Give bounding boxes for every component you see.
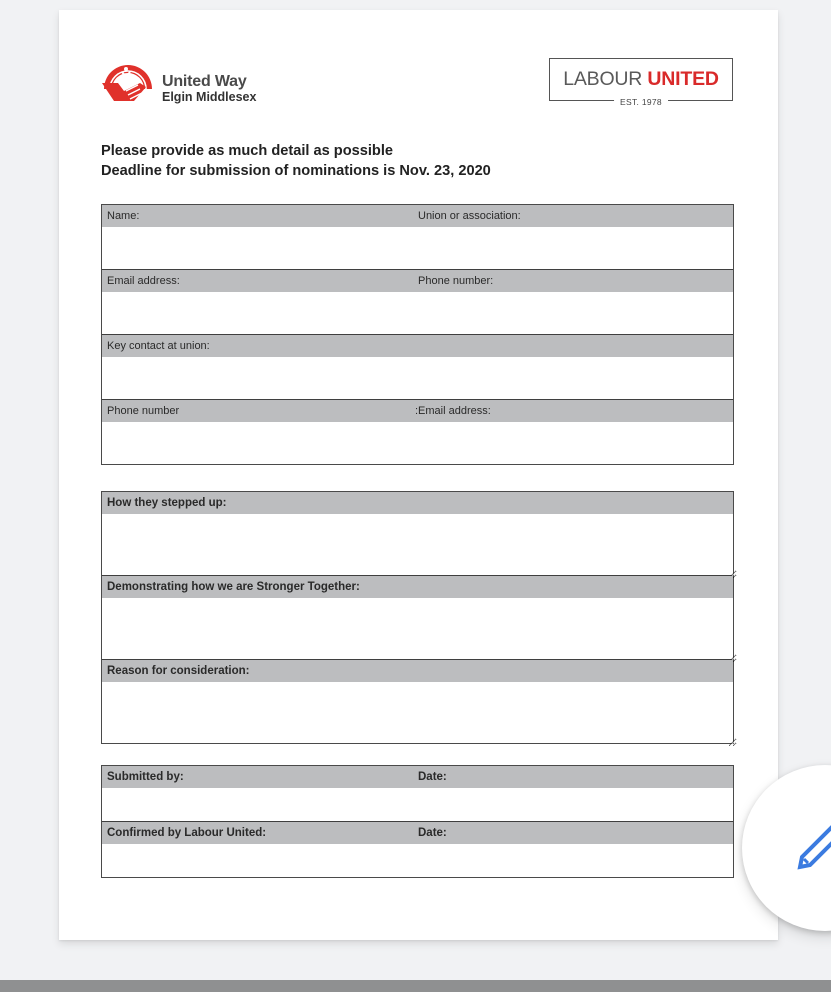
united-word: UNITED — [647, 68, 719, 90]
form-row-name — [102, 205, 733, 269]
email-field[interactable] — [102, 292, 416, 336]
reason-field[interactable] — [102, 682, 737, 747]
confirmed-date-label: Date: — [418, 827, 447, 839]
intro-line-deadline: Deadline for submission of nominations is Nov. 23, 2020 — [101, 163, 491, 179]
united-way-region: Elgin Middlesex — [162, 90, 257, 104]
row-header — [102, 576, 733, 598]
union-field[interactable] — [412, 227, 736, 271]
contact-info-table — [101, 204, 734, 465]
intro-line-detail: Please provide as much detail as possible — [101, 143, 393, 159]
name-label: Name: — [107, 210, 140, 222]
submitted-by-label: Submitted by: — [107, 771, 184, 783]
form-row-confirmed-by — [102, 821, 733, 877]
form-row-stronger-together — [102, 575, 733, 659]
signature-table — [101, 765, 734, 878]
nomination-details-table — [101, 491, 734, 744]
row-header — [102, 660, 733, 682]
key-contact-field[interactable] — [102, 357, 737, 401]
pencil-edit-icon — [794, 823, 831, 873]
form-row-email — [102, 269, 733, 334]
stronger-together-field[interactable] — [102, 598, 737, 663]
contact-email-label: :Email address: — [415, 405, 491, 417]
united-way-name: United Way — [162, 73, 247, 90]
contact-phone-label: Phone number — [107, 405, 180, 417]
key-contact-label: Key contact at union: — [107, 340, 210, 352]
form-row-key-contact — [102, 334, 733, 399]
submitted-date-label: Date: — [418, 771, 447, 783]
form-row-contact-phone — [102, 399, 733, 464]
bottom-navigation-bar — [0, 980, 831, 992]
contact-phone-field[interactable] — [102, 422, 416, 466]
reason-label: Reason for consideration: — [107, 665, 250, 677]
row-header — [102, 270, 733, 292]
established-year: EST. 1978 — [614, 97, 668, 107]
intro-text — [101, 141, 491, 181]
confirmed-by-field[interactable] — [102, 844, 416, 879]
labour-word: LABOUR — [563, 68, 643, 90]
form-row-stepped-up — [102, 492, 733, 575]
submitted-date-field[interactable] — [412, 788, 736, 823]
name-field[interactable] — [102, 227, 416, 271]
united-way-logo — [100, 53, 280, 109]
united-way-hand-emblem-icon — [100, 53, 156, 105]
phone-field[interactable] — [412, 292, 736, 336]
stronger-together-label: Demonstrating how we are Stronger Together: — [107, 581, 360, 593]
row-header — [102, 492, 733, 514]
document-page — [59, 10, 778, 940]
union-label: Union or association: — [418, 210, 521, 222]
phone-label: Phone number: — [418, 275, 494, 287]
row-header — [102, 766, 733, 788]
row-header — [102, 400, 733, 422]
form-row-submitted-by — [102, 766, 733, 821]
row-header — [102, 205, 733, 227]
row-header — [102, 822, 733, 844]
stepped-up-label: How they stepped up: — [107, 497, 227, 509]
email-label: Email address: — [107, 275, 180, 287]
submitted-by-field[interactable] — [102, 788, 416, 823]
contact-email-field[interactable] — [412, 422, 736, 466]
confirmed-date-field[interactable] — [412, 844, 736, 879]
form-row-reason — [102, 659, 733, 743]
labour-united-logo — [549, 58, 733, 107]
stepped-up-field[interactable] — [102, 514, 737, 579]
confirmed-by-label: Confirmed by Labour United: — [107, 827, 267, 839]
row-header — [102, 335, 733, 357]
